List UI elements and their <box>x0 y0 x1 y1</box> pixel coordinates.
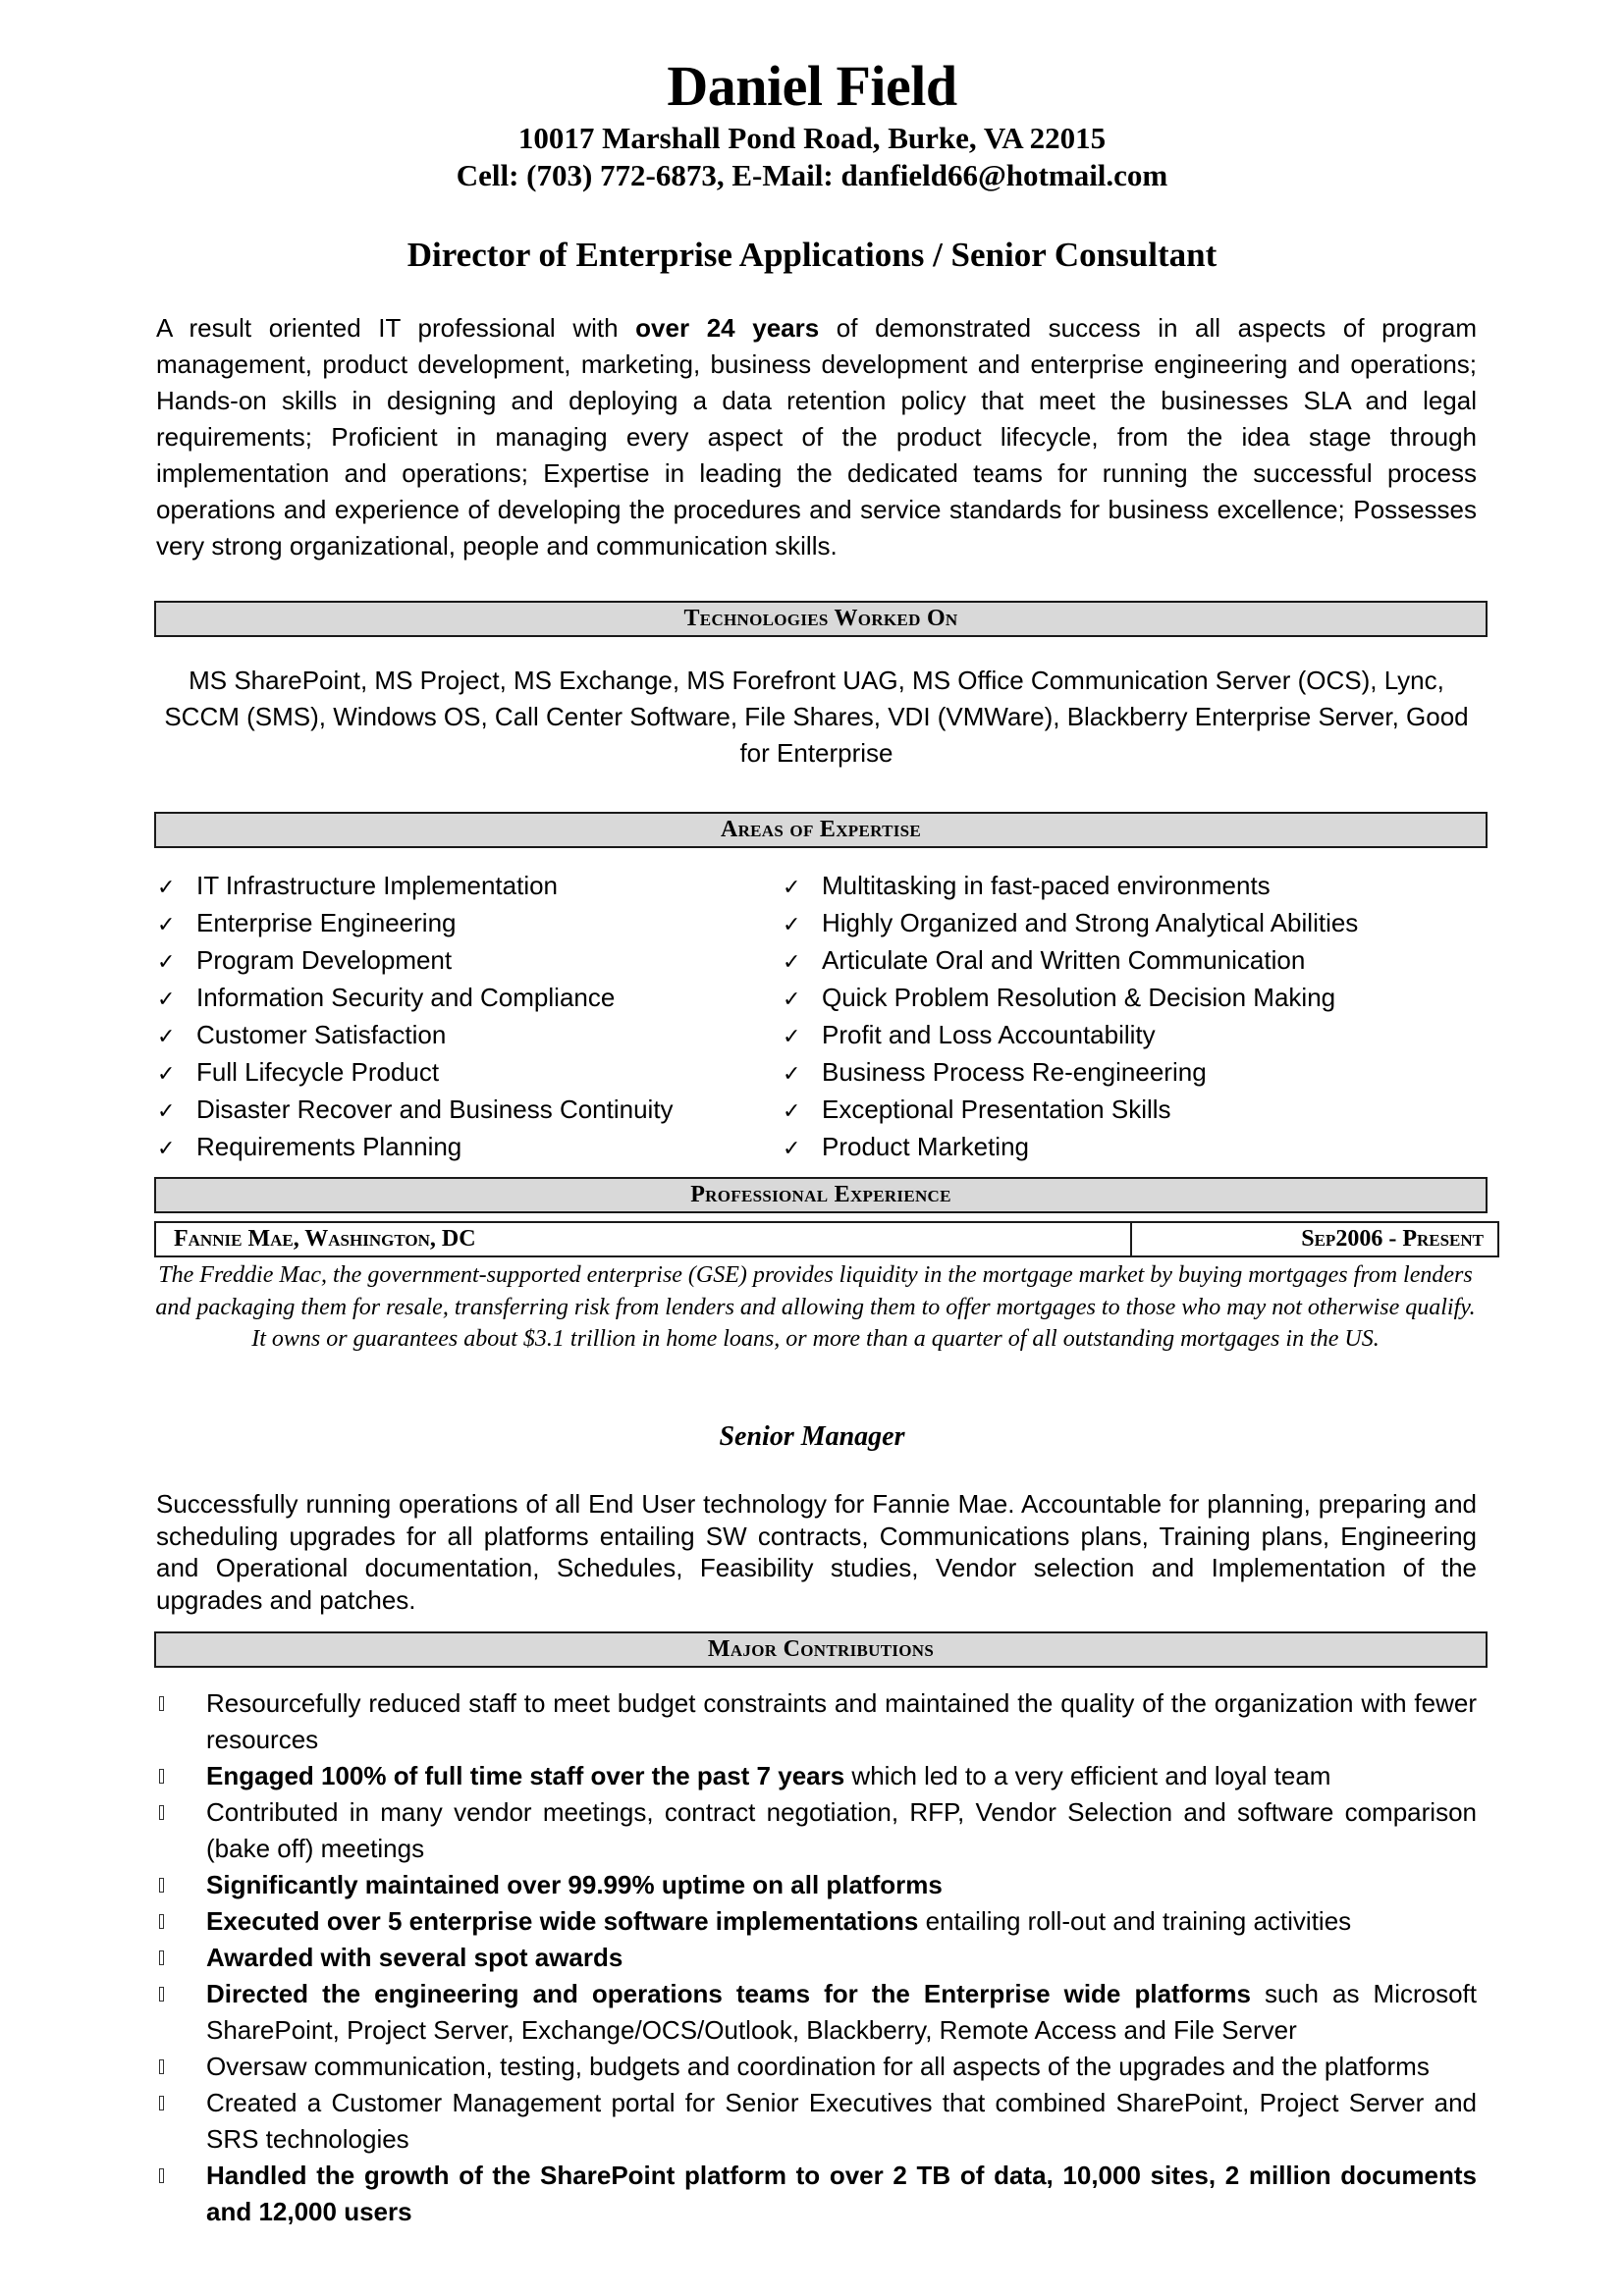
section-header-experience: Professional Experience <box>154 1177 1488 1213</box>
summary-suffix: of demonstrated success in all aspects of program management, product development, marketing, business development and enterprise engineering and operations; Hands-on skills in designing and deploying a data retention policy that meet the businesses SLA and legal requirements; Proficient in managing every aspect of the product lifecycle, from the idea stage through implementation and operations; Expertise in leading the dedicated teams for running the successful process operations and experience of developing the procedures and service standards for business excellence; Possesses very strong organizational, people and communication skills. <box>156 313 1477 561</box>
expertise-item: ✓ Enterprise Engineering <box>157 905 674 942</box>
bullet-icon <box>156 1758 206 1794</box>
bullet-icon <box>156 1685 206 1722</box>
section-header-expertise: Areas of Expertise <box>154 812 1488 848</box>
check-icon: ✓ <box>157 1061 176 1086</box>
contribution-item: Created a Customer Management portal for Senior Executives that combined SharePoint, Project Server and SRS technologies <box>156 2085 1477 2158</box>
expertise-item: ✓ Exceptional Presentation Skills <box>783 1092 1358 1129</box>
bullet-icon <box>156 1940 206 1976</box>
check-icon: ✓ <box>783 1024 801 1048</box>
expertise-item: ✓ Disaster Recover and Business Continuity <box>157 1092 674 1129</box>
company-description: The Freddie Mac, the government-supported enterprise (GSE) provides liquidity in the mortgage market by buying mortgages from lenders and packaging them for resale, transferring risk from lenders and allowing them to offer mortgages to those who may not otherwise qualify. It owns or guarantees about $3.1 trillion in home loans, or more than a quarter of all outstanding mortgages in the US. <box>155 1262 1476 1352</box>
check-icon: ✓ <box>783 949 801 974</box>
contact-info: Cell: (703) 772-6873, E-Mail: danfield66@hotmail.com <box>456 158 1168 192</box>
contribution-item: Executed over 5 enterprise wide software implementations entailing roll-out and training activities <box>156 1903 1477 1940</box>
expertise-item: ✓ Business Process Re-engineering <box>783 1054 1358 1092</box>
expertise-list-left <box>157 868 674 1166</box>
check-icon: ✓ <box>157 987 176 1011</box>
bullet-icon <box>156 1976 206 2012</box>
technologies-list: MS SharePoint, MS Project, MS Exchange, MS Forefront UAG, MS Office Communication Server (OCS), Lync, SCCM (SMS), Windows OS, Call Center Software, File Shares, VDI (VMWare), Blackberry Enterprise Server, Good for Enterprise <box>164 666 1469 768</box>
check-icon: ✓ <box>783 1061 801 1086</box>
section-header-contributions: Major Contributions <box>154 1631 1488 1668</box>
contributions-list <box>156 1685 1477 2230</box>
contribution-item: Awarded with several spot awards <box>156 1940 1477 1976</box>
expertise-item: ✓ Highly Organized and Strong Analytical Abilities <box>783 905 1358 942</box>
check-icon: ✓ <box>783 1098 801 1123</box>
job-title: Director of Enterprise Applications / Senior Consultant <box>406 236 1218 274</box>
expertise-item: ✓ Product Marketing <box>783 1129 1358 1166</box>
check-icon: ✓ <box>783 912 801 936</box>
bullet-icon <box>156 1903 206 1940</box>
role-description: Successfully running operations of all End User technology for Fannie Mae. Accountable for planning, preparing and scheduling upgrades for all platforms entailing SW contracts, Communications plans, Training plans, Engineering and Operational documentation, Schedules, Feasibility studies, Vendor selection and Implementation of the upgrades and patches. <box>156 1489 1477 1615</box>
summary-highlight: over 24 years <box>635 313 820 343</box>
candidate-name: Daniel Field <box>667 54 957 118</box>
bullet-icon <box>156 2158 206 2194</box>
contribution-item: Engaged 100% of full time staff over the past 7 years which led to a very efficient and loyal team <box>156 1758 1477 1794</box>
contribution-item: Directed the engineering and operations teams for the Enterprise wide platforms such as Microsoft SharePoint, Project Server, Exchange/OCS/Outlook, Blackberry, Remote Access and File Server <box>156 1976 1477 2049</box>
expertise-item: ✓ Program Development <box>157 942 674 980</box>
bullet-icon <box>156 1867 206 1903</box>
contribution-item: Resourcefully reduced staff to meet budget constraints and maintained the quality of the organization with fewer resources <box>156 1685 1477 1758</box>
address: 10017 Marshall Pond Road, Burke, VA 22015 <box>517 121 1107 155</box>
check-icon: ✓ <box>783 875 801 899</box>
expertise-item: ✓ Customer Satisfaction <box>157 1017 674 1054</box>
bullet-icon <box>156 1794 206 1831</box>
expertise-item: ✓ Articulate Oral and Written Communication <box>783 942 1358 980</box>
contribution-item: Significantly maintained over 99.99% uptime on all platforms <box>156 1867 1477 1903</box>
section-header-technologies: Technologies Worked On <box>154 601 1488 637</box>
contribution-item: Handled the growth of the SharePoint platform to over 2 TB of data, 10,000 sites, 2 million documents and 12,000 users <box>156 2158 1477 2230</box>
summary-prefix: A result oriented IT professional with <box>156 313 636 343</box>
expertise-item: ✓ Full Lifecycle Product <box>157 1054 674 1092</box>
expertise-item: ✓ Requirements Planning <box>157 1129 674 1166</box>
company-row <box>154 1221 1499 1257</box>
expertise-list-right <box>783 868 1358 1166</box>
check-icon: ✓ <box>157 1024 176 1048</box>
expertise-item: ✓ Quick Problem Resolution & Decision Making <box>783 980 1358 1017</box>
company-name: Fannie Mae, Washington, DC <box>156 1223 1132 1255</box>
check-icon: ✓ <box>157 1098 176 1123</box>
expertise-item: ✓ Profit and Loss Accountability <box>783 1017 1358 1054</box>
expertise-item: ✓ Information Security and Compliance <box>157 980 674 1017</box>
check-icon: ✓ <box>783 987 801 1011</box>
check-icon: ✓ <box>157 875 176 899</box>
check-icon: ✓ <box>157 949 176 974</box>
check-icon: ✓ <box>157 1136 176 1160</box>
summary-paragraph <box>156 310 1477 564</box>
expertise-item: ✓ IT Infrastructure Implementation <box>157 868 674 905</box>
contribution-item: Oversaw communication, testing, budgets and coordination for all aspects of the upgrades and the platforms <box>156 2049 1477 2085</box>
bullet-icon <box>156 2085 206 2121</box>
contribution-item: Contributed in many vendor meetings, contract negotiation, RFP, Vendor Selection and software comparison (bake off) meetings <box>156 1794 1477 1867</box>
role-title: Senior Manager <box>719 1421 905 1452</box>
employment-dates: Sep2006 - Present <box>1301 1226 1484 1252</box>
check-icon: ✓ <box>157 912 176 936</box>
bullet-icon <box>156 2049 206 2085</box>
check-icon: ✓ <box>783 1136 801 1160</box>
expertise-item: ✓ Multitasking in fast-paced environments <box>783 868 1358 905</box>
